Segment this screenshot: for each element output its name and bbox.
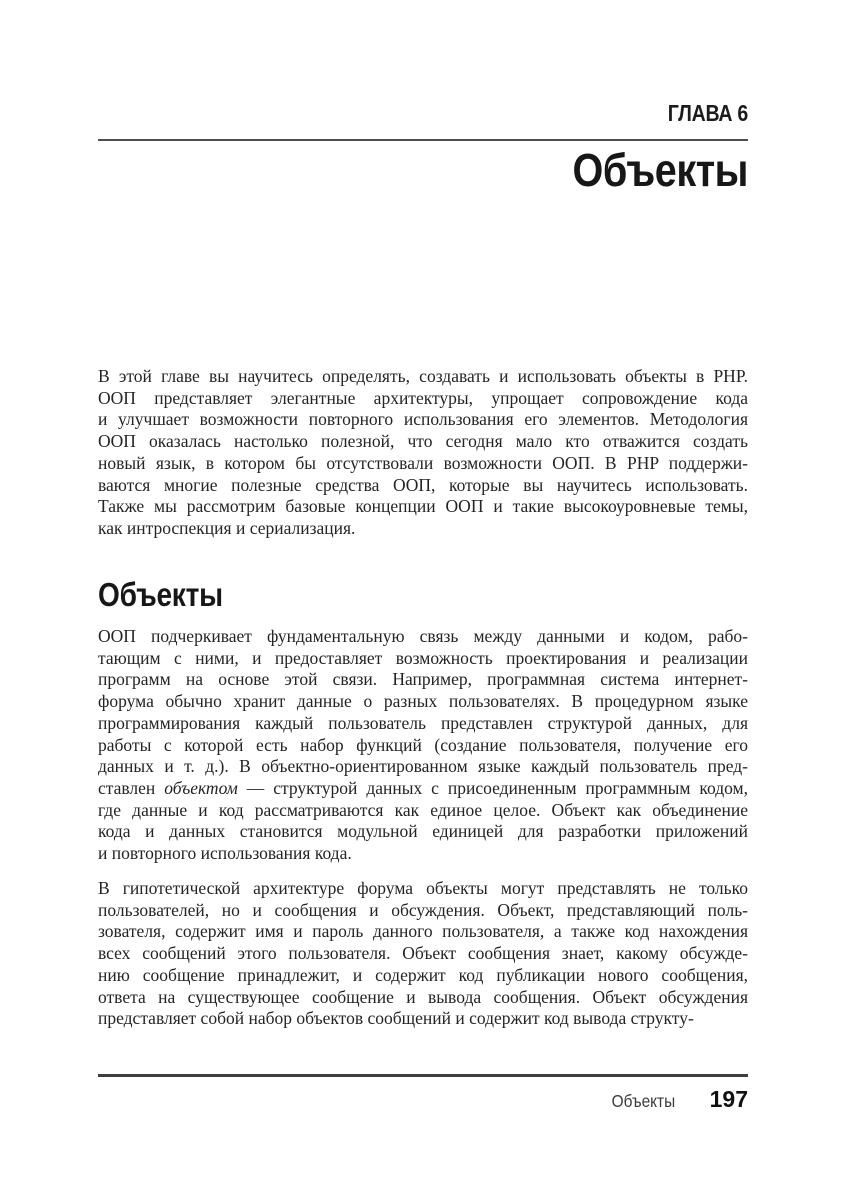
- text-line: всех сообщений этого пользователя. Объект сообщения знает, какому обсужде-: [98, 943, 748, 964]
- text-line: ставлен объектом — структурой данных с присоединенным программным кодом,: [98, 777, 748, 798]
- text-line: ответа на существующее сообщение и вывода сообщения. Объект обсуждения: [98, 986, 748, 1007]
- text-line: тающим с ними, и предоставляет возможность проектирования и реализации: [98, 647, 748, 668]
- text-line: ООП подчеркивает фундаментальную связь между данными и кодом, рабо-: [98, 626, 748, 646]
- text-line: зователя, содержит имя и пароль данного пользователя, а также код нахождения: [98, 921, 748, 942]
- chapter-title: Объекты: [572, 144, 748, 196]
- text-line: как интроспекция и сериализация.: [98, 517, 356, 538]
- text-line: программирования каждый пользователь представлен структурой данных, для: [98, 712, 748, 733]
- text-line: кода и данных становится модульной единицей для разработки приложений: [98, 821, 748, 842]
- text-line: программ на основе этой связи. Например, программная система интернет-: [98, 669, 748, 690]
- footer-rule: [98, 1074, 748, 1077]
- text-line: В гипотетической архитектуре форума объекты могут представлять не только: [98, 878, 748, 898]
- footer-section-title: Объекты: [612, 1091, 676, 1111]
- text-line: где данные и код рассматриваются как единое целое. Объект как объединение: [98, 799, 748, 820]
- intro-paragraph: [98, 366, 748, 540]
- text-line: Также мы рассмотрим базовые концепции ООП и такие высокоуровневые темы,: [98, 496, 748, 517]
- text-line: ООП представляет элегантные архитектуры, упрощает сопровождение кода: [98, 387, 748, 408]
- text-line: В этой главе вы научитесь определять, создавать и использовать объекты в PHP.: [98, 366, 748, 386]
- section-heading: Объекты: [98, 576, 223, 613]
- footer: [98, 1086, 748, 1113]
- text-line: данных и т. д.). В объектно-ориентированном языке каждый пользователь пред-: [98, 756, 748, 777]
- text-line: нию сообщение принадлежит, и содержит код публикации нового сообщения,: [98, 964, 748, 985]
- text-line: ООП оказалась настолько полезной, что сегодня мало кто отважится создать: [98, 431, 748, 452]
- text-line: и улучшает возможности повторного использования его элементов. Методология: [98, 409, 748, 430]
- text-line: пользователей, но и сообщения и обсуждения. Объект, представляющий поль-: [98, 899, 748, 920]
- text-line: и повторного использования кода.: [98, 843, 352, 864]
- text-line: форума обычно хранит данные о разных пользователях. В процедурном языке: [98, 691, 748, 712]
- text-line: ваются многие полезные средства ООП, которые вы научитесь использовать.: [98, 474, 748, 495]
- section-paragraph-2: [98, 878, 748, 1030]
- section-paragraph-1: [98, 626, 748, 865]
- text-line: работы с которой есть набор функций (создание пользователя, получение его: [98, 734, 748, 755]
- text-line: новый язык, в котором бы отсутствовали возможности ООП. В PHP поддержи-: [98, 452, 748, 473]
- footer-page-number: 197: [709, 1086, 748, 1112]
- text-line: представляет собой набор объектов сообщений и содержит код вывода структу-: [98, 1008, 694, 1029]
- header-rule: [98, 139, 748, 141]
- chapter-label: ГЛАВА 6: [667, 100, 748, 126]
